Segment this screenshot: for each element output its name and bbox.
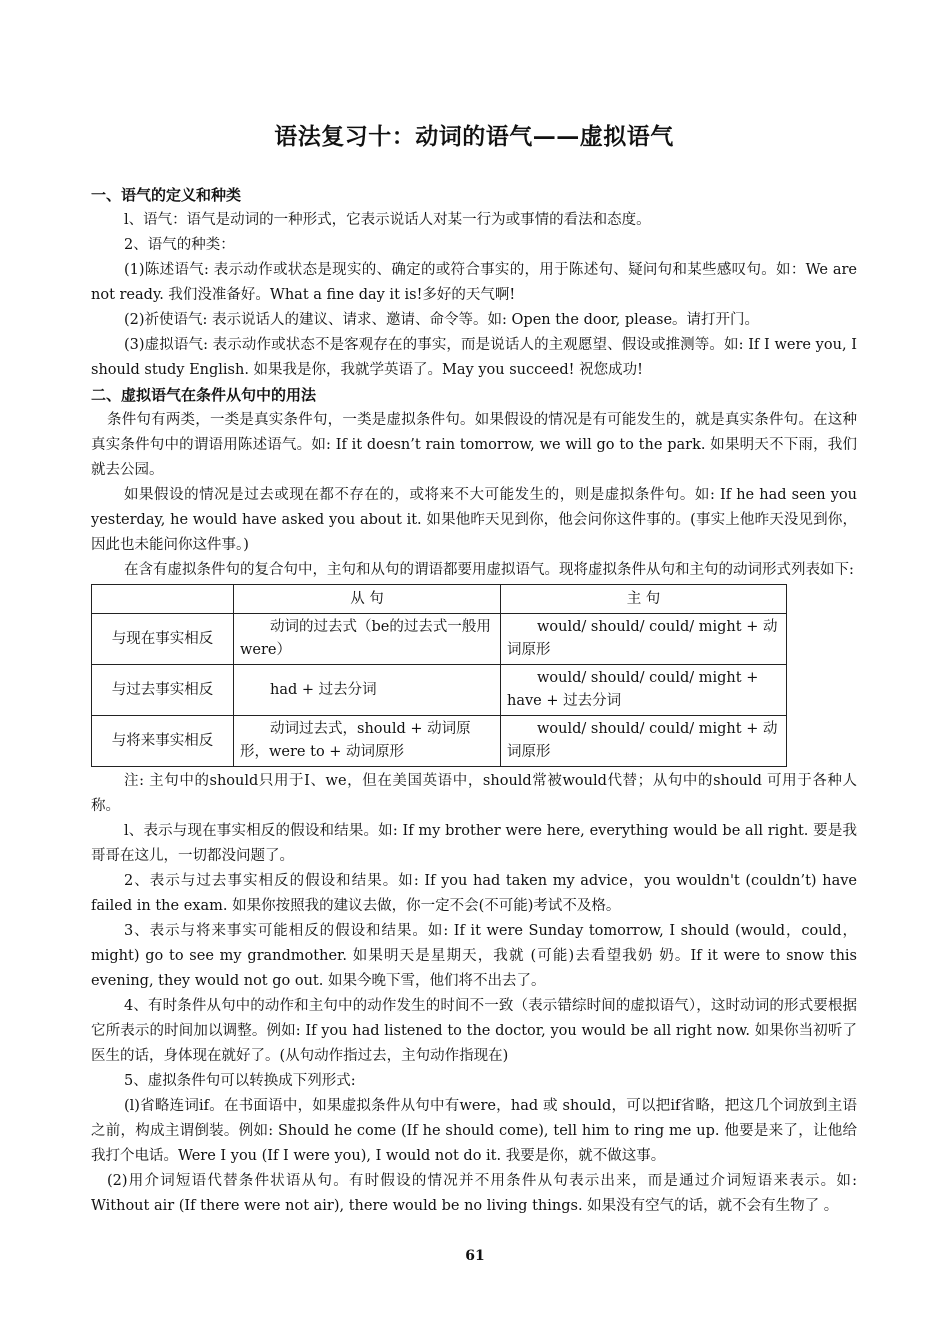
paragraph: 2、语气的种类： [124, 237, 235, 253]
section-heading-2: 二、虚拟语气在条件从句中的用法 [91, 386, 317, 404]
clause-cell [234, 614, 501, 665]
table-row [92, 716, 787, 767]
cell-text: would/ should/ could/ might + 动词原形 [507, 721, 778, 760]
paragraph: l、语气：语气是动词的一种形式，它表示说话人对某一行为或事情的看法和态度。 [124, 212, 651, 228]
cell-text: 动词过去式，should + 动词原形，were to + 动词原形 [240, 721, 471, 760]
table-header-cell: 主 句 [501, 585, 787, 614]
row-label: 与将来事实相反 [92, 716, 234, 767]
main-cell [501, 716, 787, 767]
paragraph: 条件句有两类，一类是真实条件句，一类是虚拟条件句。如果假设的情况是有可能发生的，就是真实条件句。在这种真实条件句中的谓语用陈述语气。如: If it doesn’t rain tomorrow, we will go to the park. 如果明天不下雨，我们就去公园。 [91, 412, 857, 478]
cell-text: had + 过去分词 [270, 681, 377, 698]
cell-text: would/ should/ could/ might + 动词原形 [507, 619, 778, 658]
paragraph: 如果假设的情况是过去或现在都不存在的，或将来不大可能发生的，则是虚拟条件句。如: If he had seen you yesterday, he would have asked you about it. 如果他昨天见到你，他会问你这件事的。(事实上他昨天没见到你，因此也未能问你这件事。) [91, 487, 857, 553]
cell-text: 动词的过去式（be的过去式一般用were） [240, 619, 491, 658]
document-page [91, 118, 857, 1219]
page-title: 语法复习十：动词的语气——虚拟语气 [274, 123, 674, 150]
paragraph: 2、表示与过去事实相反的假设和结果。如: If you had taken my advice，you wouldn't (couldn’t) have failed in the exam. 如果你按照我的建议去做，你一定不会(不可能)考试不及格。 [91, 873, 857, 914]
section-heading-1: 一、语气的定义和种类 [91, 186, 242, 204]
paragraph: (1)陈述语气: 表示动作或状态是现实的、确定的或符合事实的，用于陈述句、疑问句和某些感叹句。如：We are not ready. 我们没准备好。What a fine day it is!多好的天气啊! [91, 262, 857, 303]
cell-text: would/ should/ could/ might + have + 过去分词 [507, 670, 759, 709]
page-number: 61 [465, 1248, 485, 1264]
table-row [92, 614, 787, 665]
paragraph: 3、表示与将来事实可能相反的假设和结果。如: If it were Sunday tomorrow, I should (would，could，might) go to see my grandmother. 如果明天是星期天，我就 (可能)去看望我奶 奶。If it were to snow this evening, they would not go out. 如果今晚下雪，他们将不出去了。 [91, 923, 857, 989]
table-header-cell [92, 585, 234, 614]
clause-cell [234, 716, 501, 767]
paragraph: (l)省略连词if。在书面语中，如果虚拟条件从句中有were，had 或 should，可以把if省略，把这几个词放到主语之前，构成主谓倒装。例如: Should he come (If he should come), tell him to ring me up. 他要是来了，让他给我打个电话。Were I you (If I were you), I would not do it. 我要是你，就不做这事。 [91, 1098, 857, 1164]
paragraph: (2)用介词短语代替条件状语从句。有时假设的情况并不用条件从句表示出来，而是通过介词短语来表示。如: Without air (If there were not air), there would be no living things. 如果没有空气的话，就不会有生物了 。 [91, 1173, 857, 1214]
clause-cell [234, 665, 501, 716]
main-cell [501, 665, 787, 716]
paragraph: l、表示与现在事实相反的假设和结果。如: If my brother were here, everything would be all right. 要是我哥哥在这儿，一切都没问题了。 [91, 823, 857, 864]
row-label: 与过去事实相反 [92, 665, 234, 716]
paragraph: 在含有虚拟条件句的复合句中，主句和从句的谓语都要用虚拟语气。现将虚拟条件从句和主句的动词形式列表如下: [124, 562, 854, 578]
table-header-cell: 从 句 [234, 585, 501, 614]
verb-form-table [91, 584, 787, 767]
note-paragraph: 注: 主句中的should只用于I、we，但在美国英语中，should常被would代替；从句中的should 可用于各种人称。 [91, 773, 857, 814]
paragraph: 4、有时条件从句中的动作和主句中的动作发生的时间不一致（表示错综时间的虚拟语气），这时动词的形式要根据它所表示的时间加以调整。例如: If you had listened to the doctor, you would be all right now. 如果你当初听了医生的话，身体现在就好了。(从句动作指过去，主句动作指现在) [91, 998, 857, 1064]
table-row [92, 665, 787, 716]
main-cell [501, 614, 787, 665]
paragraph: 5、虚拟条件句可以转换成下列形式: [124, 1073, 356, 1089]
paragraph: (2)祈使语气: 表示说话人的建议、请求、邀请、命令等。如: Open the door, please。请打开门。 [124, 312, 760, 328]
table-header-row [92, 585, 787, 614]
row-label: 与现在事实相反 [92, 614, 234, 665]
paragraph: (3)虚拟语气: 表示动作或状态不是客观存在的事实，而是说话人的主观愿望、假设或推测等。如: If I were you, I should study English. 如果我是你，我就学英语了。May you succeed! 祝您成功! [91, 337, 857, 378]
